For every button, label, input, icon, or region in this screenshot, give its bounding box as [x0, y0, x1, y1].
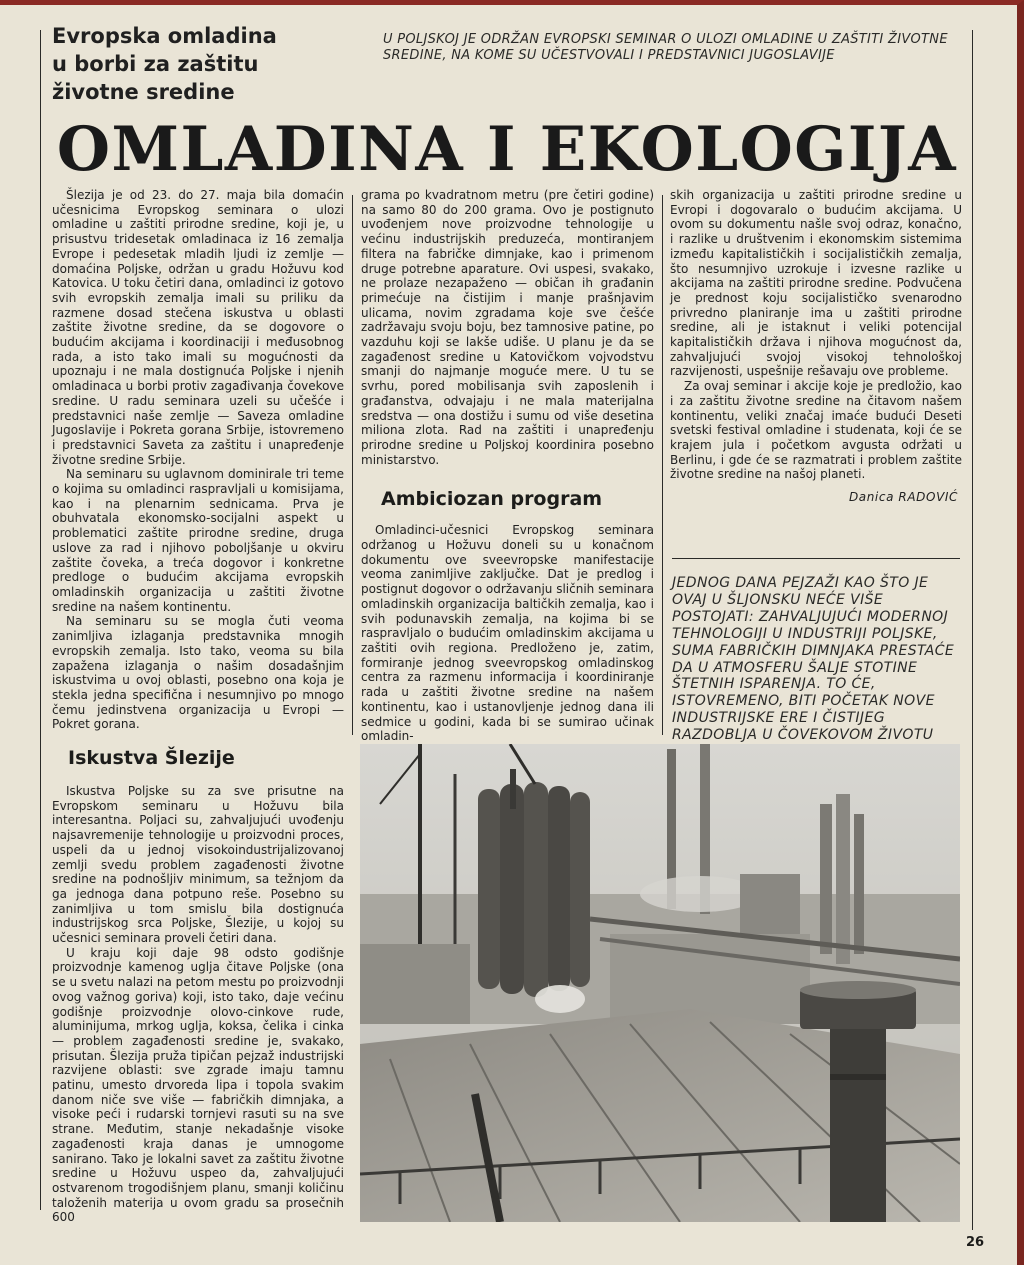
photo-caption: JEDNOG DANA PEJZAŽI KAO ŠTO JE OVAJ U ŠLJONSKU NEĆE VIŠE POSTOJATI: ZAHVALJUJUĆI MODERNOJ TEHNOLOGIJI U INDUSTRIJI POLJSKE, SUMA FABRIČKIH DIMNJAKA PRESTAĆE DA U ATMOSFERU ŠALJE STOTINE ŠTETNIH ISPARENJA. TO ĆE, ISTOVREMENO, BITI POČETAK NOVE INDUSTRIJSKE ERE I ČISTIJEG RAZDOBLJA U ČOVEKOVOM ŽIVOTU [672, 575, 955, 744]
section-heading-ambiciozan: Ambiciozan program [381, 488, 603, 511]
subheadline: U POLJSKOJ JE ODRŽAN EVROPSKI SEMINAR O ULOZI OMLADINE U ZAŠTITI ŽIVOTNE SREDINE, NA KOME SU UČESTVOVALI I PREDSTAVNICI JUGOSLAVIJE [383, 32, 948, 63]
article-column-2 [361, 188, 654, 744]
paragraph: grama po kvadratnom metru (pre četiri godine) na samo 80 do 200 grama. Ovo je postignuto uvođenjem nove proizvodne tehnologije u većinu industrijskih preduzeća, montiranjem filtera na fabričke dimnjake, kao i primenom druge potrebne aparature. Ovi uspesi, svakako, ne prolaze nezapaženo — običan ih građanin primećuje na čistijim i manje prašnjavim ulicama, novim zgradama koje sve češće zadržavaju svoju boju, bez tamnosive patine, po vazduhu koji se lakše udiše. U planu je da se zagađenost sredine u Katovičkom vojvodstvu smanji do najmanje moguće mere. U tu se svrhu, pored mobilisanja svih zaposlenih i građanstva, odvajaju i ne mala materijalna sredstva — ona dostižu i sumu od više desetina miliona zlota. Rad na zaštiti i unapređenju prirodne sredine u Poljskoj koordinira posebno ministarstvo. [361, 188, 654, 467]
kicker-line-2: u borbi za zaštitu [52, 52, 259, 76]
column-divider-2 [662, 195, 663, 735]
frame-right-rule [972, 30, 973, 1230]
column-divider-1 [352, 195, 353, 735]
author-signature: Danica RADOVIĆ [848, 490, 958, 505]
page-number: 26 [966, 1235, 985, 1250]
paragraph: skih organizacija u zaštiti prirodne sredine u Evropi i dogovaralo o budućim akcijama. U ovom su dokumentu našle svoj odraz, konačno, i razlike u društvenim i ekonomskim sistemima između kapitalističkih i socijalističkih zemalja, što nesumnjivo uzrokuje i izvesne razlike u akcijama na zaštiti prirodne sredine. Podvučena je prednost koju socijalističko svenarodno privredno planiranje ima u zaštiti prirodne sredine, ali je istaknut i veliki potencijal kapitalističkih država i njihova mogućnost da, zahvaljujući svojoj visokoj tehnološkoj razvijenosti, uspešnije rešavaju ove probleme. [670, 188, 962, 379]
caption-divider [672, 558, 960, 559]
industrial-plant-photo-icon [360, 744, 960, 1222]
kicker-line-3: životne sredine [52, 80, 235, 104]
kicker-title [52, 22, 312, 106]
main-headline: OMLADINA I EKOLOGIJA [56, 114, 958, 185]
paragraph: Omladinci-učesnici Evropskog seminara održanog u Hožuvu doneli su u konačnom dokumentu ove sveevropske manifestacije veoma zanimljive zaključke. Dat je predlog i postignut dogovor o održavanju sličnih seminara omladinskih organizacija baltičkih zemalja, kao i svih podunavskih zemalja, na kojima bi se raspravljalo o budućim omladinskim akcijama u zaštiti ovih regiona. Predloženo je, zatim, formiranje jednog sveevropskog omladinskog centra za razmenu informacija i koordiniranje rada u zaštiti životne sredine na našem kontinentu, kao i ustanovljenje jednog dana ili sedmice u godini, kada bi se sumirao učinak omladin- [361, 523, 655, 744]
paragraph: Šlezija je od 23. do 27. maja bila domaćin učesnicima Evropskog seminara o ulozi omladine u zaštiti prirodne sredine, koji je, u prisustvu tridesetak omladinaca iz 16 zemalja Evrope i pedesetak mladih ljudi iz zemlje — domaćina Poljske, održan u gradu Hožuvu kod Katovica. U toku četiri dana, omladinci iz gotovo svih evropskih zemalja imali su priliku da razmene dosad stečena iskustva u oblasti zaštite životne sredine, da se dogovore o budućim akcijama i koordinaciji i međusobnog rada, a isto tako imali su mogućnosti da upoznaju i ne mala dostignuća Poljske i njenih omladinaca u borbi protiv zagađivanja čovekove sredine. U radu seminara uzeli su učešće i predstavnici naše zemlje — Saveza omladine Jugoslavije i Pokreta gorana Srbije, istovremeno i predstavnici Saveta za zaštitu i unapređenje životne sredine Srbije. [52, 188, 344, 467]
paragraph: U kraju koji daje 98 odsto godišnje proizvodnje kamenog uglja čitave Poljske (ona se u svetu nalazi na petom mestu po proizvodnji ovog važnog goriva) koji, isto tako, daje većinu godišnje proizvodnje olovo-cinkove rude, aluminijuma, mrkog uglja, koksa, čelika i cinka — problem zagađenosti sredine je, svakako, prisutan. Šlezija pruža tipičan pejzaž industrijski razvijene oblasti: sve zgrade imaju tamnu patinu, umesto drvoreda lipa i topola svakim danom niče sve više — fabričkih dimnjaka, a visoke peći i rudarski tornjevi rasuti su na sve strane. Međutim, stanje nekadašnje visoke zagađenosti kraja danas je umnogome sanirano. Tako je lokalni savet za zaštitu životne sredine u Hožuvu uspeo da, zahvaljujući ostvarenom trogodišnjem planu, smanji količinu taloženih materija u ovom gradu sa prosečnih 600 [52, 945, 344, 1225]
industrial-plant-photo [360, 744, 960, 1222]
paragraph: Iskustva Poljske su za sve prisutne na Evropskom seminaru u Hožuvu bila interesantna. Poljaci su, zahvaljujući uvođenju najsavremenije tehnologije u proizvodni proces, uspeli da u jednoj visokoindustrijalizovanoj zemlji svedu problem zagađenosti životne sredine na podnošljiv minimum, sa težnjom da ga jednoga dana potpuno reše. Posebno su zanimljiva u tom smislu bila dostignuća industrijskog srca Poljske, Šlezije, u kojoj su učesnici seminara proveli četiri dana. [52, 784, 344, 946]
frame-left-rule [40, 30, 41, 1210]
article-column-1 [52, 188, 344, 1225]
paragraph: Na seminaru su uglavnom dominirale tri teme o kojima su omladinci raspravljali u komisijama, kao i na plenarnim sednicama. Prva je obuhvatala ekonomsko-socijalni aspekt u problematici zaštite prirodne sredine, druga uslove za rad i njihovo poboljšanje u okviru zaštite čoveka, a treća dogovor i konkretne predloge o budućim akcijama evropskih omladinskih organizacija u zaštiti životne sredine na našem kontinentu. [52, 467, 344, 614]
kicker-line-1: Evropska omladina [52, 24, 277, 48]
paragraph: Na seminaru su se mogla čuti veoma zanimljiva izlaganja predstavnika mnogih evropskih zemalja. Isto tako, veoma su bila zapažena izlaganja o našim dosadašnjim iskustvima u ovoj oblasti, posebno ona koja je stekla jedna specifična i nesumnjivo po mnogo čemu jedinstvena organizacija u Evropi — Pokret gorana. [52, 614, 344, 732]
section-heading-iskustva: Iskustva Šlezije [68, 747, 235, 770]
paragraph: Za ovaj seminar i akcije koje je predložio, kao i za zaštitu životne sredine na čitavom našem kontinentu, veliki značaj imaće budući Deseti svetski festival omladine i studenata, koji će se krajem jula i početkom avgusta održati u Berlinu, i gde će se razmatrati i problem zaštite životne sredine na našoj planeti. [670, 379, 962, 482]
article-column-3 [670, 188, 962, 505]
